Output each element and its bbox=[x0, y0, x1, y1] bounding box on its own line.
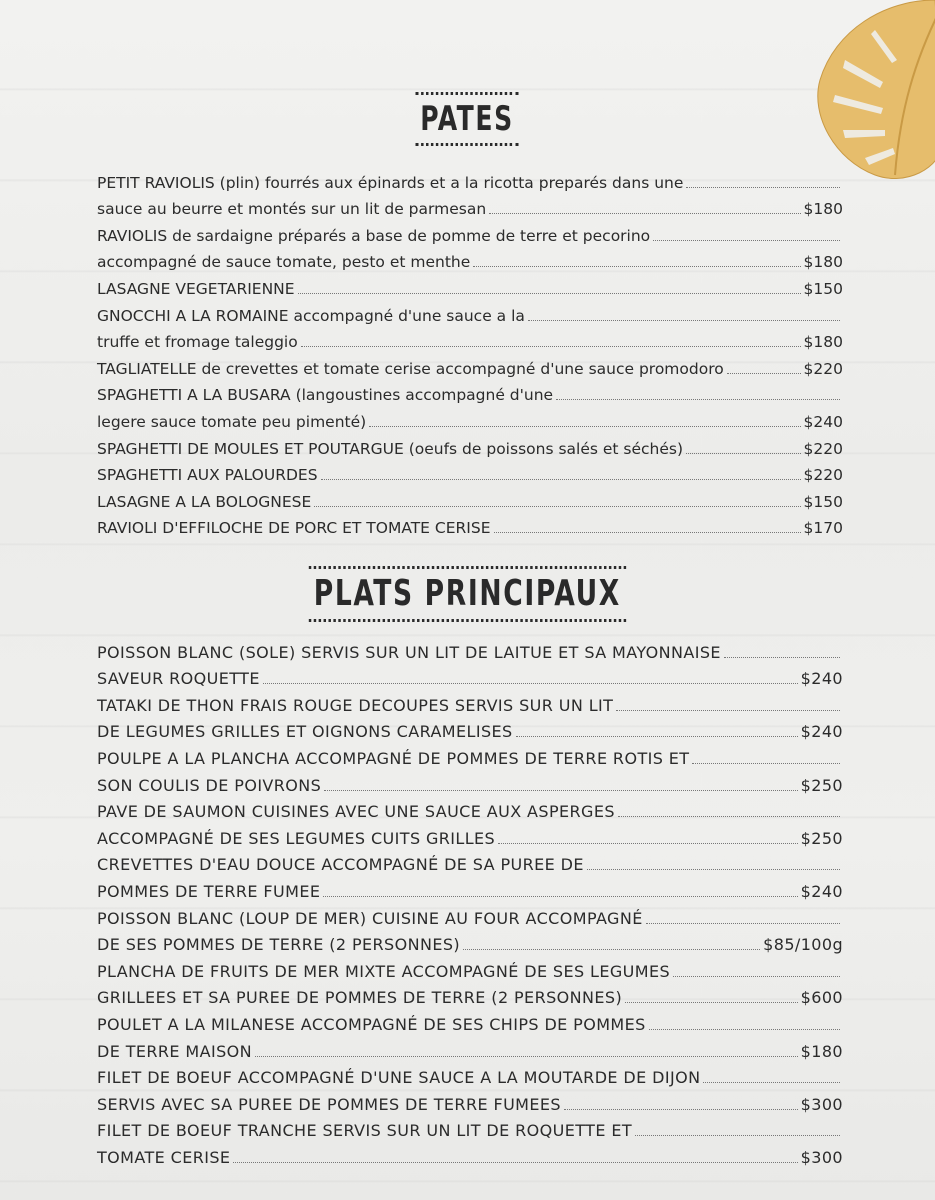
dot-leader bbox=[686, 187, 840, 188]
menu-line-text: FILET DE BOEUF ACCOMPAGNÉ D'UNE SAUCE A LA MOUTARDE DE DIJON bbox=[97, 1068, 701, 1088]
menu-line bbox=[97, 876, 843, 903]
dot-leader bbox=[463, 949, 760, 950]
menu-line-price: $220 bbox=[803, 466, 843, 485]
menu-line-text: FILET DE BOEUF TRANCHE SERVIS SUR UN LIT DE ROQUETTE ET bbox=[97, 1121, 632, 1141]
dot-leader bbox=[516, 736, 798, 737]
menu-line-text: GNOCCHI A LA ROMAINE accompagné d'une sauce a la bbox=[97, 306, 525, 325]
menu-line-price: $250 bbox=[800, 775, 843, 795]
dot-leader bbox=[314, 506, 800, 507]
menu-line-price: $240 bbox=[803, 412, 843, 431]
menu-line bbox=[97, 850, 843, 877]
dot-leader bbox=[233, 1162, 797, 1163]
menu-line bbox=[97, 380, 843, 407]
menu-line-text: sauce au beurre et montés sur un lit de parmesan bbox=[97, 200, 487, 219]
menu-line-text: ACCOMPAGNÉ DE SES LEGUMES CUITS GRILLES bbox=[97, 828, 496, 848]
menu-line bbox=[97, 194, 843, 221]
dot-leader bbox=[692, 763, 840, 764]
dot-leader bbox=[653, 240, 840, 241]
menu-line bbox=[97, 273, 843, 300]
menu-line bbox=[97, 1142, 843, 1169]
dot-leader bbox=[498, 843, 798, 844]
dot-leader bbox=[556, 399, 840, 400]
menu-line-price: $180 bbox=[803, 200, 843, 219]
menu-line-price: $600 bbox=[800, 988, 843, 1008]
menu-line-price: $220 bbox=[803, 359, 843, 378]
dot-leader bbox=[703, 1082, 840, 1083]
menu-line-price: $300 bbox=[800, 1094, 843, 1114]
menu-line-text: DE SES POMMES DE TERRE (2 PERSONNES) bbox=[97, 935, 461, 955]
menu-line bbox=[97, 717, 843, 744]
menu-line bbox=[97, 433, 843, 460]
dot-leader bbox=[301, 346, 801, 347]
menu-line-text: PAVE DE SAUMON CUISINES AVEC UNE SAUCE AUX ASPERGES bbox=[97, 802, 615, 822]
dot-leader bbox=[323, 896, 797, 897]
menu-line-text: SPAGHETTI DE MOULES ET POUTARGUE (oeufs de poissons salés et séchés) bbox=[97, 439, 684, 458]
menu-line-price: $180 bbox=[803, 253, 843, 272]
menu-line-text: TATAKI DE THON FRAIS ROUGE DECOUPES SERVIS SUR UN LIT bbox=[97, 695, 614, 715]
menu-line-text: PLANCHA DE FRUITS DE MER MIXTE ACCOMPAGNÉ DE SES LEGUMES bbox=[97, 961, 671, 981]
menu-line bbox=[97, 220, 843, 247]
menu-line-price: $240 bbox=[800, 722, 843, 742]
menu-line-price: $250 bbox=[800, 828, 843, 848]
menu-line-text: POMMES DE TERRE FUMEE bbox=[97, 881, 321, 901]
menu-line bbox=[97, 770, 843, 797]
menu-line bbox=[97, 300, 843, 327]
dot-leader bbox=[321, 479, 801, 480]
menu-line bbox=[97, 903, 843, 930]
menu-line bbox=[97, 353, 843, 380]
menu-line bbox=[97, 1089, 843, 1116]
menu-line-price: $220 bbox=[803, 439, 843, 458]
menu-line-text: LASAGNE A LA BOLOGNESE bbox=[97, 492, 312, 511]
dot-leader bbox=[298, 293, 801, 294]
dot-leader bbox=[324, 790, 797, 791]
menu-line-price: $240 bbox=[800, 881, 843, 901]
dot-leader bbox=[646, 923, 840, 924]
menu-line-text: POULET A LA MILANESE ACCOMPAGNÉ DE SES CHIPS DE POMMES bbox=[97, 1014, 646, 1034]
menu-line-text: DE TERRE MAISON bbox=[97, 1041, 253, 1061]
dot-leader bbox=[587, 869, 840, 870]
menu-line bbox=[97, 1063, 843, 1090]
menu-line-text: SON COULIS DE POIVRONS bbox=[97, 775, 322, 795]
menu-line-text: legere sauce tomate peu pimenté) bbox=[97, 412, 367, 431]
menu-line bbox=[97, 930, 843, 957]
dot-leader bbox=[369, 426, 800, 427]
section-title-pates bbox=[0, 92, 935, 146]
menu-line-text: LASAGNE VEGETARIENNE bbox=[97, 279, 295, 298]
dot-leader bbox=[494, 532, 801, 533]
dot-leader bbox=[528, 320, 840, 321]
menu-line-text: SAVEUR ROQUETTE bbox=[97, 669, 260, 689]
menu-line bbox=[97, 1116, 843, 1143]
pates-title: PATES bbox=[416, 92, 519, 146]
dot-leader bbox=[255, 1056, 798, 1057]
dot-leader bbox=[635, 1135, 840, 1136]
menu-line-text: SPAGHETTI A LA BUSARA (langoustines accompagné d'une bbox=[97, 386, 554, 405]
dot-leader bbox=[263, 683, 798, 684]
dot-leader bbox=[724, 657, 840, 658]
plats-principaux-title: PLATS PRINCIPAUX bbox=[309, 566, 626, 622]
pates-list bbox=[97, 167, 843, 539]
menu-line bbox=[97, 797, 843, 824]
menu-line bbox=[97, 460, 843, 487]
menu-line-price: $180 bbox=[803, 333, 843, 352]
dot-leader bbox=[673, 976, 840, 977]
menu-line bbox=[97, 664, 843, 691]
menu-line-price: $85/100g bbox=[763, 935, 843, 955]
menu-line-text: DE LEGUMES GRILLES ET OIGNONS CARAMELISES bbox=[97, 722, 513, 742]
dot-leader bbox=[473, 266, 800, 267]
menu-line-text: PETIT RAVIOLIS (plin) fourrés aux épinards et a la ricotta preparés dans une bbox=[97, 173, 684, 192]
menu-line-price: $150 bbox=[803, 492, 843, 511]
menu-line bbox=[97, 513, 843, 540]
menu-line bbox=[97, 247, 843, 274]
menu-line bbox=[97, 327, 843, 354]
menu-line-price: $240 bbox=[800, 669, 843, 689]
dot-leader bbox=[727, 373, 801, 374]
dot-leader bbox=[616, 710, 840, 711]
menu-line bbox=[97, 743, 843, 770]
menu-line bbox=[97, 1036, 843, 1063]
dot-leader bbox=[686, 453, 801, 454]
menu-line bbox=[97, 406, 843, 433]
menu-line-text: TOMATE CERISE bbox=[97, 1147, 231, 1167]
menu-line-text: SPAGHETTI AUX PALOURDES bbox=[97, 466, 318, 485]
menu-line-text: POULPE A LA PLANCHA ACCOMPAGNÉ DE POMMES DE TERRE ROTIS ET bbox=[97, 748, 690, 768]
menu-line bbox=[97, 983, 843, 1010]
menu-line-text: GRILLEES ET SA PUREE DE POMMES DE TERRE (2 PERSONNES) bbox=[97, 988, 623, 1008]
section-title-plats bbox=[0, 566, 935, 622]
dot-leader bbox=[564, 1109, 798, 1110]
menu-line-text: POISSON BLANC (LOUP DE MER) CUISINE AU FOUR ACCOMPAGNÉ bbox=[97, 908, 643, 928]
menu-line-text: TAGLIATELLE de crevettes et tomate cerise accompagné d'une sauce promodoro bbox=[97, 359, 724, 378]
menu-line-text: POISSON BLANC (SOLE) SERVIS SUR UN LIT DE LAITUE ET SA MAYONNAISE bbox=[97, 642, 721, 662]
plats-principaux-list bbox=[97, 637, 843, 1169]
dot-leader bbox=[489, 213, 800, 214]
menu-line-price: $150 bbox=[803, 279, 843, 298]
menu-line-text: truffe et fromage taleggio bbox=[97, 333, 298, 352]
menu-line-price: $180 bbox=[800, 1041, 843, 1061]
menu-line bbox=[97, 823, 843, 850]
menu-line bbox=[97, 637, 843, 664]
menu-line bbox=[97, 1009, 843, 1036]
menu-line-text: SERVIS AVEC SA PUREE DE POMMES DE TERRE FUMEES bbox=[97, 1094, 561, 1114]
menu-line bbox=[97, 486, 843, 513]
menu-line-price: $170 bbox=[803, 519, 843, 538]
dot-leader bbox=[618, 816, 840, 817]
menu-line-text: RAVIOLI D'EFFILOCHE DE PORC ET TOMATE CERISE bbox=[97, 519, 491, 538]
menu-line bbox=[97, 690, 843, 717]
menu-line bbox=[97, 956, 843, 983]
menu-line bbox=[97, 167, 843, 194]
menu-line-text: CREVETTES D'EAU DOUCE ACCOMPAGNÉ DE SA PUREE DE bbox=[97, 855, 584, 875]
dot-leader bbox=[649, 1029, 840, 1030]
menu-line-text: RAVIOLIS de sardaigne préparés a base de pomme de terre et pecorino bbox=[97, 226, 651, 245]
menu-line-text: accompagné de sauce tomate, pesto et menthe bbox=[97, 253, 471, 272]
menu-line-price: $300 bbox=[800, 1147, 843, 1167]
dot-leader bbox=[625, 1002, 798, 1003]
